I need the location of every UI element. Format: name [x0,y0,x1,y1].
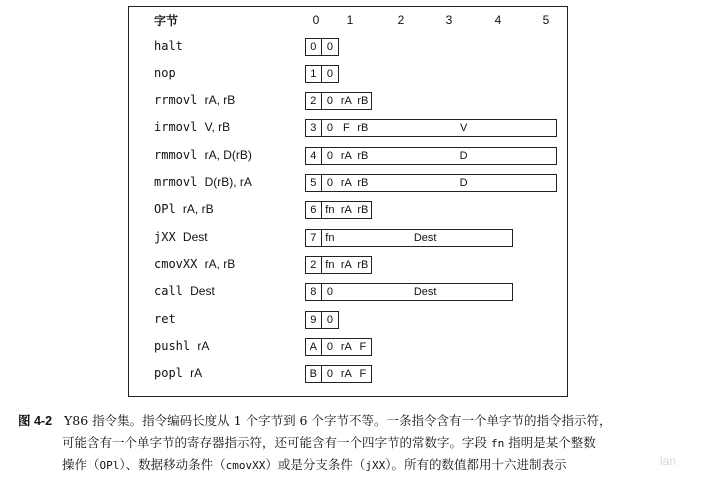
instruction-name: ret [154,311,176,326]
instruction-label-mrmovl [154,175,252,189]
caption-line-2 [18,432,708,454]
caption-code-term: fn [490,437,505,450]
figure-number: 图 4-2 [18,414,53,428]
caption-code-term: OPl [99,459,120,472]
byte-column-2: 2 [397,13,405,27]
caption-text: ）或是分支条件（ [265,457,366,472]
caption-text: ）。所有的数值都用十六进制表示 [385,457,567,472]
instruction-name: mrmovl [154,175,198,189]
instruction-name: jXX [154,229,176,244]
instruction-operands: rA, rB [182,202,214,217]
instruction-label-jxx [154,230,208,244]
encoding-cell: 0 [305,38,322,56]
figure-caption [18,410,708,476]
encoding-cell: A [305,338,322,356]
instruction-operands: Dest [182,229,208,244]
instruction-name: nop [154,65,176,80]
instruction-operands: rA, D(rB) [204,147,252,162]
encoding-cell: 0 [322,174,340,192]
encoding-cell: fn [322,229,340,247]
instruction-label-cmovxx [154,257,235,271]
encoding-cell: F [355,338,373,356]
encoding-cell: 8 [305,283,322,301]
encoding-cell: 0 [322,65,340,83]
instruction-operands: Dest [190,284,215,299]
byte-column-0: 0 [312,13,320,27]
instruction-label-nop [154,66,176,80]
encoding-cell: F [355,365,373,383]
instruction-name: halt [154,38,183,53]
instruction-name: rrmovl [154,93,198,108]
encoding-cell: 0 [322,38,340,56]
byte-column-4: 4 [494,13,502,27]
caption-text: 操作（ [62,457,100,472]
byte-header-label: 字节 [154,14,179,28]
encoding-cell: rB [355,119,373,137]
instruction-operands: V, rB [204,120,231,135]
caption-text: Y86 指令集。指令编码长度从 1 个字节到 6 个字节不等。一条指令含有一个单字节的指令指示符， [64,413,612,428]
instruction-label-rrmovl [154,93,235,107]
encoding-cell: 0 [322,119,340,137]
encoding-cell: 6 [305,201,322,219]
instruction-label-irmovl [154,120,230,134]
encoding-cell: rB [355,92,373,110]
encoding-cell: 9 [305,311,322,329]
byte-column-5: 5 [542,13,550,27]
encoding-cell: 0 [322,92,340,110]
instruction-operands: rA, rB [204,256,236,271]
instruction-operands: rA [197,338,210,353]
encoding-cell: rB [355,174,373,192]
encoding-cell: 4 [305,147,322,165]
caption-line-3 [18,454,708,476]
encoding-cell: rB [355,201,373,219]
watermark-text: lan [660,454,677,468]
encoding-cell: rA [338,256,356,274]
instruction-label-call [154,284,215,298]
encoding-cell: rB [355,147,373,165]
instruction-name: call [154,284,183,299]
encoding-cell: 2 [305,92,322,110]
encoding-cell: 0 [322,147,340,165]
encoding-cell: 0 [322,283,340,301]
encoding-cell: V [371,119,557,137]
encoding-cell: rA [338,365,356,383]
encoding-cell: fn [322,256,340,274]
encoding-cell: B [305,365,322,383]
encoding-cell: rA [338,174,356,192]
encoding-cell: rA [338,147,356,165]
encoding-cell: Dest [338,229,513,247]
instruction-operands: rA [190,366,203,381]
encoding-cell: rA [338,92,356,110]
instruction-name: irmovl [154,120,198,135]
caption-code-term: jXX [365,459,386,472]
encoding-cell: 2 [305,256,322,274]
encoding-cell: 5 [305,174,322,192]
encoding-cell: D [371,174,557,192]
caption-code-term: cmovXX [225,459,266,472]
encoding-cell: 0 [322,311,340,329]
encoding-cell: 7 [305,229,322,247]
instruction-label-opl [154,202,214,216]
caption-text: 指明是某个整数 [504,435,596,450]
encoding-cell: Dest [338,283,513,301]
instruction-operands: D(rB), rA [204,175,252,189]
caption-text: 可能含有一个单字节的寄存器指示符，还可能含有一个四字节的常数字。字段 [62,435,491,450]
instruction-label-rmmovl [154,148,252,162]
instruction-name: OPl [154,202,176,217]
encoding-cell: fn [322,201,340,219]
caption-line-1 [18,410,708,432]
instruction-label-popl [154,366,202,380]
encoding-cell: F [338,119,356,137]
encoding-cell: 3 [305,119,322,137]
instruction-name: popl [154,366,183,381]
byte-column-1: 1 [346,13,354,27]
instruction-name: pushl [154,338,191,353]
encoding-cell: rA [338,338,356,356]
encoding-cell: 0 [322,338,340,356]
instruction-label-ret [154,312,176,326]
instruction-operands: rA, rB [204,93,236,108]
caption-text: ）、数据移动条件（ [119,457,226,472]
instruction-label-pushl [154,339,209,353]
instruction-label-halt [154,39,183,53]
instruction-name: cmovXX [154,256,198,271]
instruction-name: rmmovl [154,147,198,162]
encoding-cell: rA [338,201,356,219]
encoding-cell: rB [355,256,373,274]
encoding-cell: D [371,147,557,165]
byte-column-3: 3 [445,13,453,27]
encoding-cell: 0 [322,365,340,383]
encoding-cell: 1 [305,65,322,83]
